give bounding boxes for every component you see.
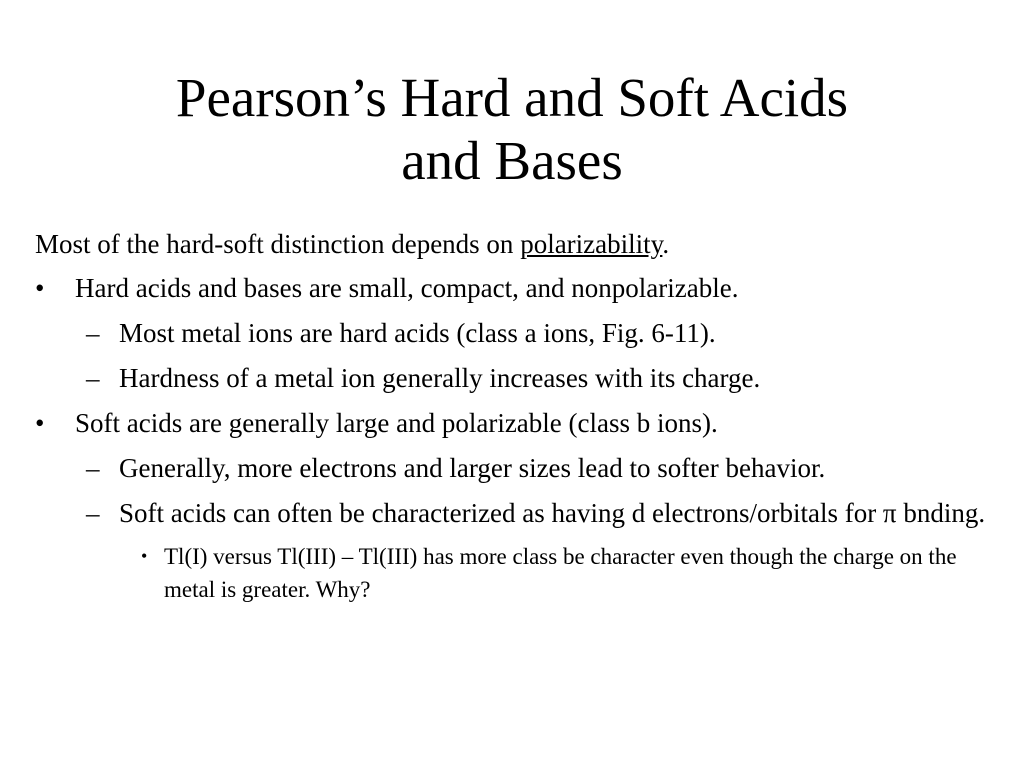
bullet-text: Soft acids are generally large and polarizable (class b ions). xyxy=(75,408,718,438)
bullet-marker: • xyxy=(35,273,45,303)
bullet-hard-acids xyxy=(35,270,1000,306)
title-line-1: Pearson’s Hard and Soft Acids xyxy=(175,67,849,128)
bullet-text: Hard acids and bases are small, compact, and nonpolarizable. xyxy=(75,273,739,303)
dash-marker: – xyxy=(86,453,100,483)
slide-body xyxy=(35,226,1000,606)
bullet-marker: • xyxy=(35,408,45,438)
subpoint-text: Most metal ions are hard acids (class a ions, Fig. 6-11). xyxy=(119,318,716,348)
subsubpoint-thallium xyxy=(35,540,1000,606)
dash-marker: – xyxy=(86,498,100,528)
subpoint-text: Soft acids can often be characterized as having d electrons/orbitals for π bnding. xyxy=(119,498,986,528)
intro-line xyxy=(35,226,1000,262)
dash-marker: – xyxy=(86,363,100,393)
small-bullet-marker: • xyxy=(141,546,148,566)
subpoint-electrons-sizes xyxy=(35,450,1000,486)
intro-text: Most of the hard-soft distinction depends on xyxy=(35,229,521,259)
subpoint-text: Hardness of a metal ion generally increases with its charge. xyxy=(119,363,761,393)
polarizability-term: polarizability xyxy=(520,229,663,259)
subpoint-hardness-charge xyxy=(35,360,1000,396)
subsubpoint-text: Tl(I) versus Tl(III) – Tl(III) has more class be character even though the charge on the metal is greater. Why? xyxy=(164,544,957,602)
title-line-2: and Bases xyxy=(401,130,623,191)
intro-period: . xyxy=(662,229,670,259)
subpoint-d-electrons xyxy=(35,495,1000,531)
subpoint-text: Generally, more electrons and larger sizes lead to softer behavior. xyxy=(119,453,826,483)
bullet-soft-acids xyxy=(35,405,1000,441)
subpoint-metal-ions xyxy=(35,315,1000,351)
dash-marker: – xyxy=(86,318,100,348)
slide-title xyxy=(0,66,1024,192)
